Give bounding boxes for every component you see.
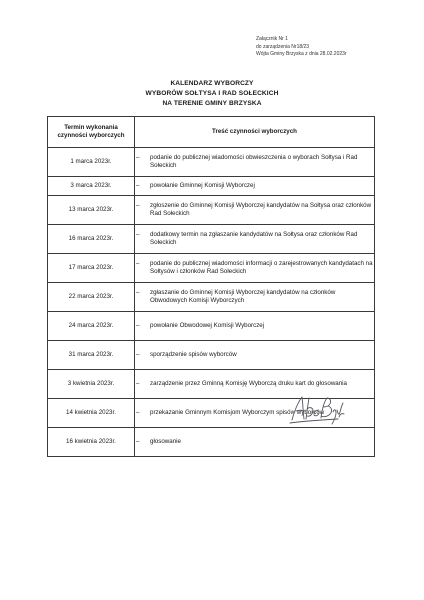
dash-bullet: –	[136, 438, 140, 445]
attachment-line-2: do zarządzenia Nr18/23	[256, 43, 310, 50]
signature-stroke	[321, 398, 332, 418]
table-row	[48, 254, 375, 283]
row-date: 22 marca 2023r.	[48, 283, 135, 312]
row-description	[135, 283, 375, 312]
table-row	[48, 177, 375, 196]
handwritten-signature	[288, 392, 346, 426]
table-row	[48, 283, 375, 312]
table-row	[48, 148, 375, 177]
row-description	[135, 428, 375, 457]
row-description	[135, 148, 375, 177]
title-line-1: KALENDARZ WYBORCZY	[170, 80, 254, 87]
date-column-header	[48, 117, 135, 148]
row-date: 16 marca 2023r.	[48, 225, 135, 254]
row-date: 24 marca 2023r.	[48, 312, 135, 341]
row-description-text: powołanie Gminnej Komisji Wyborczej	[150, 182, 255, 189]
signature-stroke	[290, 419, 338, 423]
row-description-text: zgłaszanie do Gminnej Komisji Wyborczej kandydatów na członków Obwodowych Komisji Wyborczych	[150, 289, 336, 304]
table-row	[48, 428, 375, 457]
row-description	[135, 196, 375, 225]
row-description-text: zarządzenie przez Gminną Komisję Wyborczą druku kart do głosowania	[150, 380, 348, 387]
dash-bullet: –	[136, 154, 140, 161]
row-date: 3 marca 2023r.	[48, 177, 135, 196]
signature-stroke	[314, 410, 319, 416]
row-date: 17 marca 2023r.	[48, 254, 135, 283]
dash-bullet: –	[136, 260, 140, 267]
table-header-row	[48, 117, 375, 148]
attachment-line-3: Wójta Gminy Brzyska z dnia 28.02.2023r	[256, 51, 347, 57]
dash-bullet: –	[136, 380, 140, 387]
dash-bullet: –	[136, 351, 140, 358]
dash-bullet: –	[136, 202, 140, 209]
row-description-text: głosowanie	[150, 438, 181, 445]
row-description-text: przekazanie Gminnym Komisjom Wyborczym spisów wyborców	[150, 409, 325, 416]
dash-bullet: –	[136, 409, 140, 416]
row-date: 13 marca 2023r.	[48, 196, 135, 225]
description-column-header: Treść czynności wyborczych	[135, 117, 375, 148]
row-description	[135, 177, 375, 196]
date-header-line-1: Termin wykonania	[64, 124, 118, 131]
row-date: 1 marca 2023r.	[48, 148, 135, 177]
row-description-text: powołanie Obwodowej Komisji Wyborczej	[150, 322, 265, 329]
document-title	[0, 79, 424, 109]
row-description	[135, 254, 375, 283]
row-description	[135, 312, 375, 341]
table-row	[48, 196, 375, 225]
table-row	[48, 341, 375, 370]
dash-bullet: –	[136, 322, 140, 329]
dash-bullet: –	[136, 231, 140, 238]
title-line-2: WYBORÓW SOŁTYSA I RAD SOŁECKICH	[145, 90, 279, 97]
row-description-text: zgłoszenie do Gminnej Komisji Wyborczej kandydatów na Sołtysa oraz członków Rad Sołeckich	[150, 202, 372, 217]
dash-bullet: –	[136, 289, 140, 296]
row-date: 16 kwietnia 2023r.	[48, 428, 135, 457]
row-date: 31 marca 2023r.	[48, 341, 135, 370]
row-description-text: podanie do publicznej wiadomości obwieszczenia o wyborach Sołtysa i Rad Sołeckich	[150, 154, 358, 169]
row-date: 14 kwietnia 2023r.	[48, 399, 135, 428]
signature-stroke	[332, 410, 336, 424]
title-line-3: NA TERENIE GMINY BRZYSKA	[162, 100, 262, 107]
signature-stroke	[306, 398, 313, 419]
table-row	[48, 225, 375, 254]
date-header-line-2: czynności wyborczych	[57, 132, 125, 139]
row-description-text: dodatkowy termin na zgłaszanie kandydatów na Sołtysa oraz członków Rad Sołeckich	[150, 231, 358, 246]
row-date: 3 kwietnia 2023r.	[48, 370, 135, 399]
attachment-line-1: Załącznik Nr 1	[256, 36, 288, 42]
row-description-text: sporządzenie spisów wyborców	[150, 351, 237, 358]
signature-strokes	[290, 397, 344, 424]
signature-stroke	[292, 397, 305, 420]
row-description	[135, 341, 375, 370]
attachment-note	[256, 36, 347, 59]
row-description-text: podanie do publicznej wiadomości informacji o zarejestrowanych kandydatach na Sołtysów i członków Rad Sołeckich	[150, 260, 373, 275]
table-row	[48, 312, 375, 341]
signature-stroke	[337, 403, 344, 417]
dash-bullet: –	[136, 182, 140, 189]
row-description	[135, 225, 375, 254]
